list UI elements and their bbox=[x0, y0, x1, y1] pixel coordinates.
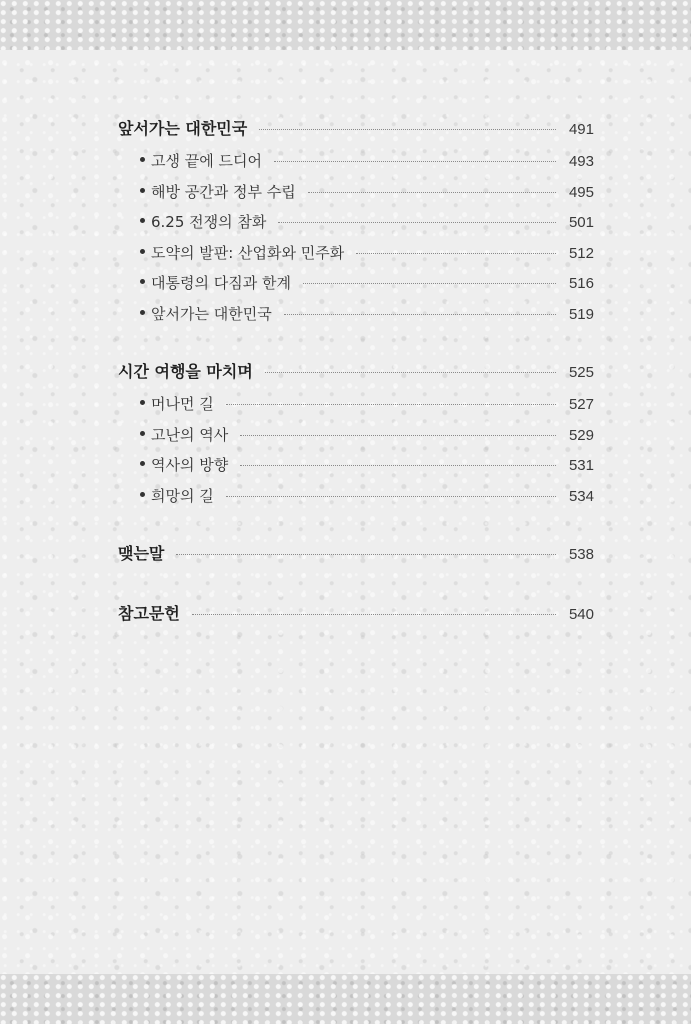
toc-item[interactable] bbox=[118, 481, 594, 512]
toc-section[interactable] bbox=[118, 355, 594, 389]
toc-item[interactable] bbox=[118, 450, 594, 481]
toc-section[interactable] bbox=[118, 112, 594, 146]
toc-page-number: 527 bbox=[568, 396, 594, 413]
toc-page-number: 491 bbox=[568, 121, 594, 138]
toc-item[interactable] bbox=[118, 177, 594, 208]
page-bottom-texture bbox=[0, 974, 691, 1024]
toc-item-title: 6.25 전쟁의 참화 bbox=[151, 213, 267, 231]
toc-page-number: 516 bbox=[568, 275, 594, 292]
toc-page-number: 501 bbox=[568, 214, 594, 231]
toc-page-number: 493 bbox=[568, 153, 594, 170]
bullet-icon bbox=[140, 461, 145, 466]
dot-leader bbox=[278, 222, 556, 223]
toc-item[interactable] bbox=[118, 207, 594, 238]
toc-item-title: 고생 끝에 드디어 bbox=[151, 152, 262, 170]
toc-item[interactable] bbox=[118, 389, 594, 420]
bullet-icon bbox=[140, 279, 145, 284]
toc-item-title: 희망의 길 bbox=[151, 486, 214, 505]
toc-item[interactable] bbox=[118, 420, 594, 451]
dot-leader bbox=[240, 435, 556, 436]
toc-page-number: 538 bbox=[568, 546, 594, 563]
toc-item[interactable] bbox=[118, 299, 594, 330]
dot-leader bbox=[240, 465, 556, 466]
bullet-icon bbox=[140, 431, 145, 436]
toc-page-number: 531 bbox=[568, 457, 594, 474]
toc-page-number: 529 bbox=[568, 426, 594, 444]
toc-page-number: 519 bbox=[568, 305, 594, 323]
dot-leader bbox=[274, 161, 556, 162]
bullet-icon bbox=[140, 249, 145, 254]
toc-item-title: 대통령의 다짐과 한계 bbox=[151, 274, 291, 292]
page-top-texture bbox=[0, 0, 691, 50]
dot-leader bbox=[356, 253, 556, 254]
toc-section[interactable] bbox=[118, 597, 594, 631]
toc-item[interactable] bbox=[118, 238, 594, 269]
bullet-icon bbox=[140, 157, 145, 162]
toc-item-title: 도약의 발판: 산업화와 민주화 bbox=[151, 243, 345, 262]
toc-page-number: 495 bbox=[568, 183, 594, 201]
toc-section-title: 참고문헌 bbox=[118, 604, 180, 623]
dot-leader bbox=[259, 129, 556, 130]
table-of-contents bbox=[118, 112, 594, 631]
bullet-icon bbox=[140, 188, 145, 193]
dot-leader bbox=[226, 496, 556, 497]
toc-item-title: 해방 공간과 정부 수립 bbox=[151, 182, 296, 201]
bullet-icon bbox=[140, 218, 145, 223]
toc-item-title: 고난의 역사 bbox=[151, 425, 229, 444]
toc-item-title: 머나먼 길 bbox=[151, 395, 214, 413]
toc-section-title: 앞서가는 대한민국 bbox=[118, 119, 248, 138]
dot-leader bbox=[265, 372, 556, 373]
toc-item-title: 앞서가는 대한민국 bbox=[151, 304, 272, 323]
dot-leader bbox=[176, 554, 556, 555]
dot-leader bbox=[308, 192, 556, 193]
dot-leader bbox=[284, 314, 556, 315]
toc-item[interactable] bbox=[118, 146, 594, 177]
dot-leader bbox=[226, 404, 556, 405]
toc-page-number: 540 bbox=[568, 606, 594, 623]
toc-section-title: 맺는말 bbox=[118, 544, 165, 563]
toc-page-number: 512 bbox=[568, 244, 594, 262]
toc-item[interactable] bbox=[118, 268, 594, 299]
bullet-icon bbox=[140, 310, 145, 315]
toc-page-number: 525 bbox=[568, 364, 594, 381]
bullet-icon bbox=[140, 492, 145, 497]
toc-page-number: 534 bbox=[568, 487, 594, 505]
toc-item-title: 역사의 방향 bbox=[151, 456, 229, 474]
bullet-icon bbox=[140, 400, 145, 405]
dot-leader bbox=[192, 614, 556, 615]
toc-section-title: 시간 여행을 마치며 bbox=[118, 362, 253, 381]
dot-leader bbox=[303, 283, 556, 284]
toc-section[interactable] bbox=[118, 537, 594, 571]
